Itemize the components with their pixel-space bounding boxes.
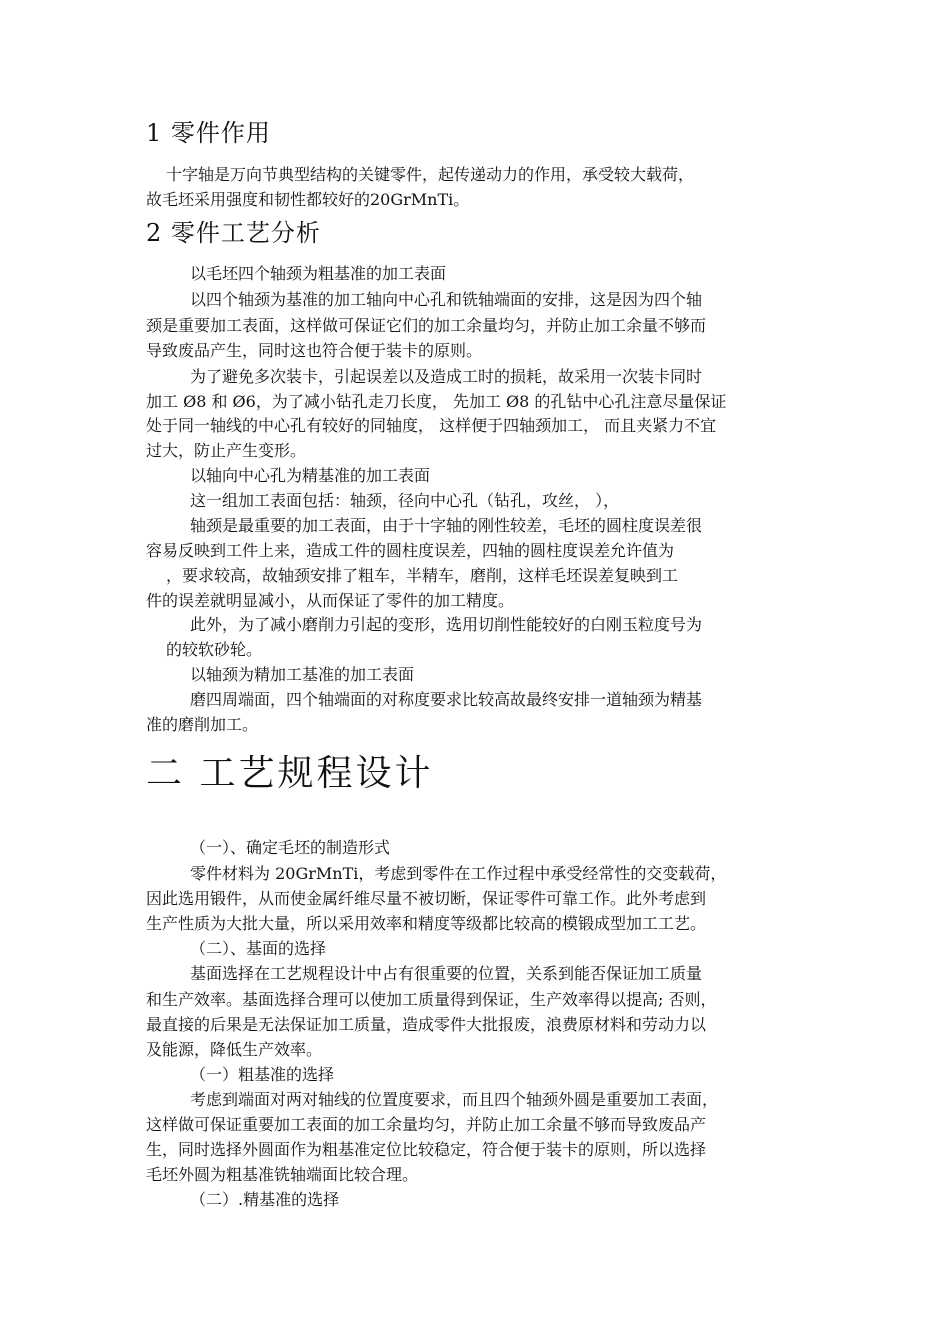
- section-heading-process-analysis: 2 零件工艺分析: [146, 219, 321, 247]
- paragraph-line: 磨四周端面，四个轴端面的对称度要求比较高故最终安排一道轴颈为精基: [190, 690, 703, 709]
- paragraph-line: 容易反映到工件上来，造成工件的圆柱度误差，四轴的圆柱度误差允许值为: [146, 541, 675, 560]
- paragraph-line: 及能源，降低生产效率。: [146, 1040, 323, 1059]
- paragraph-line: 生产性质为大批大量，所以采用效率和精度等级都比较高的模锻成型加工工艺。: [146, 914, 707, 933]
- paragraph-line: 过大，防止产生变形。: [146, 441, 307, 460]
- subsection-title: 以轴向中心孔为精基准的加工表面: [190, 466, 431, 485]
- paragraph-line: 的较软砂轮。: [166, 640, 263, 659]
- subsection-title: 以毛坯四个轴颈为粗基准的加工表面: [190, 264, 447, 283]
- paragraph-line: 件的误差就明显减小，从而保证了零件的加工精度。: [146, 591, 515, 610]
- paragraph-line: 这一组加工表面包括：轴颈，径向中心孔（钻孔，攻丝， ），: [190, 491, 620, 510]
- paragraph-line: 零件材料为 20GrMnTi，考虑到零件在工作过程中承受经常性的交变载荷，: [190, 864, 727, 883]
- paragraph-line: 颈是重要加工表面，这样做可保证它们的加工余量均匀，并防止加工余量不够而: [146, 316, 707, 335]
- paragraph-line: 基面选择在工艺规程设计中占有很重要的位置，关系到能否保证加工质量: [190, 964, 703, 983]
- paragraph-line: 以四个轴颈为基准的加工轴向中心孔和铣轴端面的安排，这是因为四个轴: [190, 290, 703, 309]
- paragraph-line: 考虑到端面对两对轴线的位置度要求，而且四个轴颈外圆是重要加工表面，: [190, 1090, 719, 1109]
- paragraph-line: ，要求较高，故轴颈安排了粗车，半精车，磨削，这样毛坯误差复映到工: [166, 566, 679, 585]
- paragraph-line: 毛坯外圆为粗基准铣轴端面比较合理。: [146, 1165, 419, 1184]
- paragraph-line: 准的磨削加工。: [146, 715, 259, 734]
- subsection-title: （一）粗基准的选择: [190, 1065, 335, 1084]
- section-heading-part-function: 1 零件作用: [146, 119, 271, 147]
- paragraph-line: 和生产效率。基面选择合理可以使加工质量得到保证，生产效率得以提高; 否则，: [146, 990, 717, 1009]
- paragraph-line: 导致废品产生，同时这也符合便于装卡的原则。: [146, 341, 483, 360]
- paragraph-line: 此外，为了减小磨削力引起的变形，选用切削性能较好的白刚玉粒度号为: [190, 615, 703, 634]
- subsection-title: （二）.精基准的选择: [190, 1190, 340, 1209]
- chapter-heading-process-design: 二 工艺规程设计: [146, 753, 434, 794]
- subsection-title: 以轴颈为精加工基准的加工表面: [190, 665, 415, 684]
- paragraph-line: 轴颈是最重要的加工表面，由于十字轴的刚性较差，毛坯的圆柱度误差很: [190, 516, 703, 535]
- paragraph-line: 处于同一轴线的中心孔有较好的同轴度， 这样便于四轴颈加工， 而且夹紧力不宜: [146, 416, 717, 435]
- paragraph-line: 最直接的后果是无法保证加工质量，造成零件大批报废，浪费原材料和劳动力以: [146, 1015, 707, 1034]
- subsection-title: （一）、确定毛坯的制造形式: [190, 838, 391, 857]
- paragraph-line: 故毛坯采用强度和韧性都较好的20GrMnTi。: [146, 190, 470, 209]
- paragraph-line: 加工 Ø8 和 Ø6，为了减小钻孔走刀长度， 先加工 Ø8 的孔钻中心孔注意尽量保证: [146, 392, 727, 411]
- subsection-title: （二）、基面的选择: [190, 939, 327, 958]
- paragraph-line: 这样做可保证重要加工表面的加工余量均匀，并防止加工余量不够而导致废品产: [146, 1115, 707, 1134]
- paragraph-line: 因此选用锻件，从而使金属纤维尽量不被切断，保证零件可靠工作。此外考虑到: [146, 889, 707, 908]
- paragraph-line: 生，同时选择外圆面作为粗基准定位比较稳定，符合便于装卡的原则，所以选择: [146, 1140, 707, 1159]
- paragraph-line: 为了避免多次装卡，引起误差以及造成工时的损耗，故采用一次装卡同时: [190, 367, 703, 386]
- paragraph-line: 十字轴是万向节典型结构的关键零件，起传递动力的作用，承受较大载荷，: [166, 165, 695, 184]
